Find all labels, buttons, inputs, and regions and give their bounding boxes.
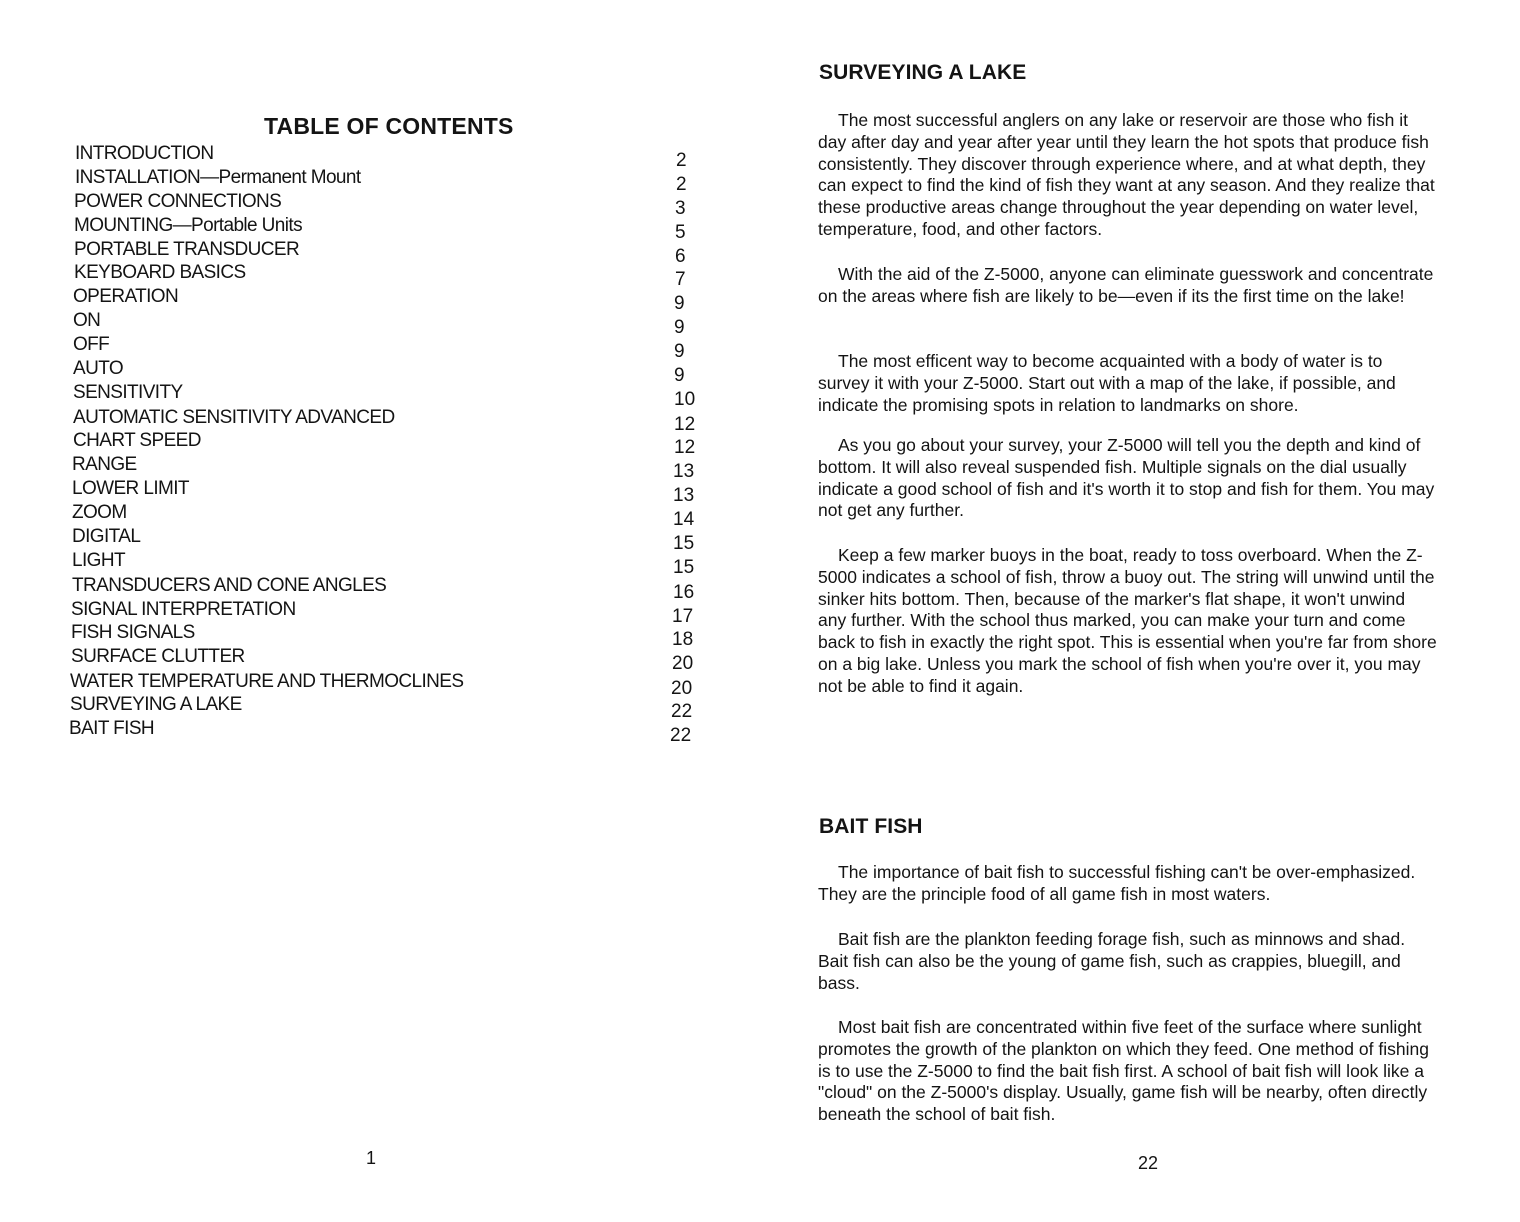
toc-entry-label: FISH SIGNALS <box>71 622 195 643</box>
toc-entry <box>73 286 713 314</box>
toc-entry-label: AUTOMATIC SENSITIVITY ADVANCED <box>73 407 395 428</box>
toc-entry-label: LIGHT <box>72 550 125 571</box>
toc-entry <box>72 478 712 506</box>
toc-entry <box>72 454 712 482</box>
toc-entry <box>71 646 711 674</box>
toc-entry-page: 13 <box>673 485 695 506</box>
toc-entry <box>73 358 713 386</box>
paragraph: Most bait fish are concentrated within five feet of the surface where sunlight promotes the growth of the plankton on which they feed. One method of fishing is to use the Z-5000 to find the bait fish first. A school of bait fish will look like a "cloud" on the Z-5000's display. Usually, game fish will be nearby, often directly beneath the school of bait fish. <box>818 1017 1429 1125</box>
toc-entry-page: 12 <box>674 414 696 435</box>
toc-entry-label: TRANSDUCERS AND CONE ANGLES <box>72 575 387 596</box>
toc-entry-page: 2 <box>676 174 687 195</box>
toc-entry-page: 22 <box>670 725 692 746</box>
toc-entry-page: 18 <box>672 629 694 650</box>
toc-entry-page: 9 <box>674 293 685 314</box>
toc-entry-page: 17 <box>672 606 694 627</box>
toc-entry <box>72 575 712 603</box>
paragraph: The most successful anglers on any lake or reservoir are those who fish it day after day and year after year until they learn the hot spots that produce fish consistently. They discover through experience where, and at what depth, they can expect to find the kind of fish they want at any season. And they realize that these productive areas change throughout the year depending on water level, temperature, food, and other factors. <box>818 110 1435 239</box>
toc-entry-page: 7 <box>675 269 686 290</box>
toc-entry <box>74 191 714 219</box>
page-number: 22 <box>1138 1153 1159 1173</box>
paragraph: The importance of bait fish to successful fishing can't be over-emphasized. They are the principle food of all game fish in most waters. <box>818 862 1416 904</box>
toc-entry-page: 15 <box>673 557 695 578</box>
toc-entry <box>71 622 711 650</box>
toc-entry-page: 9 <box>674 365 685 386</box>
toc-entry-page: 16 <box>673 582 695 603</box>
toc-entry-label: SURVEYING A LAKE <box>70 694 242 715</box>
toc-entry-label: RANGE <box>72 454 137 475</box>
toc-entry <box>72 526 712 554</box>
toc-entry-page: 13 <box>673 461 695 482</box>
toc-entry-label: SURFACE CLUTTER <box>71 646 245 667</box>
toc-entry-label: OPERATION <box>73 286 179 307</box>
toc-entry-page: 10 <box>674 389 696 410</box>
toc-entry-label: ZOOM <box>72 502 127 523</box>
toc-entry <box>72 502 712 530</box>
toc-entry <box>73 310 713 338</box>
toc-entry-label: INSTALLATION—Permanent Mount <box>75 167 361 188</box>
toc-entry-label: LOWER LIMIT <box>72 478 189 499</box>
toc-entry <box>75 143 715 171</box>
toc-entry <box>70 671 710 699</box>
toc-title: TABLE OF CONTENTS <box>264 113 514 139</box>
toc-entry-label: AUTO <box>73 358 124 379</box>
toc-entry-page: 14 <box>673 509 695 530</box>
toc-entry-page: 9 <box>674 317 685 338</box>
toc-list <box>0 0 760 760</box>
toc-entry-label: INTRODUCTION <box>75 143 214 164</box>
toc-entry <box>70 694 710 722</box>
toc-entry <box>69 718 709 746</box>
toc-entry-label: SIGNAL INTERPRETATION <box>71 599 296 620</box>
toc-entry <box>73 407 713 435</box>
page-number: 1 <box>366 1148 377 1168</box>
toc-entry-label: MOUNTING—Portable Units <box>74 215 302 236</box>
section-heading-bait-fish: BAIT FISH <box>819 815 923 838</box>
toc-entry-page: 20 <box>671 678 693 699</box>
toc-entry <box>72 550 712 578</box>
toc-entry-label: SENSITIVITY <box>73 382 183 403</box>
toc-entry <box>73 430 713 458</box>
paragraph: As you go about your survey, your Z-5000 will tell you the depth and kind of bottom. It will also reveal suspended fish. Multiple signals on the dial usually indicate a good school of fish and it's worth it to stop and fish for them. You may not get any further. <box>818 435 1435 521</box>
paragraph: Keep a few marker buoys in the boat, ready to toss overboard. When the Z-5000 indicates a school of fish, throw a buoy out. The string will unwind until the sinker hits bottom. Then, because of the marker's flat shape, it won't unwind any further. With the school thus marked, you can make your turn and come back to fish in exactly the right spot. This is essential when you're far from shore on a big lake. Unless you mark the school of fish when you're over it, you may not be able to find it again. <box>818 545 1437 696</box>
toc-entry-label: DIGITAL <box>72 526 141 547</box>
paragraph: With the aid of the Z-5000, anyone can eliminate guesswork and concentrate on the areas where fish are likely to be—even if its the first time on the lake! <box>818 264 1434 306</box>
toc-entry <box>73 382 713 410</box>
toc-entry-page: 3 <box>675 198 686 219</box>
toc-entry-label: ON <box>73 310 101 331</box>
toc-entry-page: 9 <box>674 341 685 362</box>
toc-entry-label: WATER TEMPERATURE AND THERMOCLINES <box>70 671 464 692</box>
toc-entry-page: 20 <box>672 653 694 674</box>
toc-entry-page: 6 <box>675 246 686 267</box>
toc-entry-page: 22 <box>671 701 693 722</box>
toc-entry-label: OFF <box>73 334 110 355</box>
toc-entry <box>71 599 711 627</box>
toc-entry-page: 15 <box>673 533 695 554</box>
toc-entry-label: KEYBOARD BASICS <box>74 262 246 283</box>
toc-entry-page: 5 <box>675 222 686 243</box>
toc-entry <box>73 334 713 362</box>
toc-entry-label: CHART SPEED <box>73 430 201 451</box>
section-heading-surveying: SURVEYING A LAKE <box>819 61 1027 84</box>
toc-entry-label: PORTABLE TRANSDUCER <box>74 239 300 260</box>
toc-entry <box>74 215 714 243</box>
toc-entry-page: 12 <box>674 437 696 458</box>
toc-entry-label: BAIT FISH <box>69 718 155 739</box>
paragraph: The most efficent way to become acquainted with a body of water is to survey it with your Z-5000. Start out with a map of the lake, if possible, and indicate the promising spots in relation to landmarks on shore. <box>818 351 1396 415</box>
paragraph: Bait fish are the plankton feeding forage fish, such as minnows and shad. Bait fish can also be the young of game fish, such as crappies, bluegill, and bass. <box>818 929 1406 993</box>
toc-entry-page: 2 <box>676 150 687 171</box>
toc-entry <box>75 167 715 195</box>
toc-entry <box>74 262 714 290</box>
toc-entry-label: POWER CONNECTIONS <box>74 191 282 212</box>
right-page <box>760 0 1520 1222</box>
toc-entry <box>74 239 714 267</box>
